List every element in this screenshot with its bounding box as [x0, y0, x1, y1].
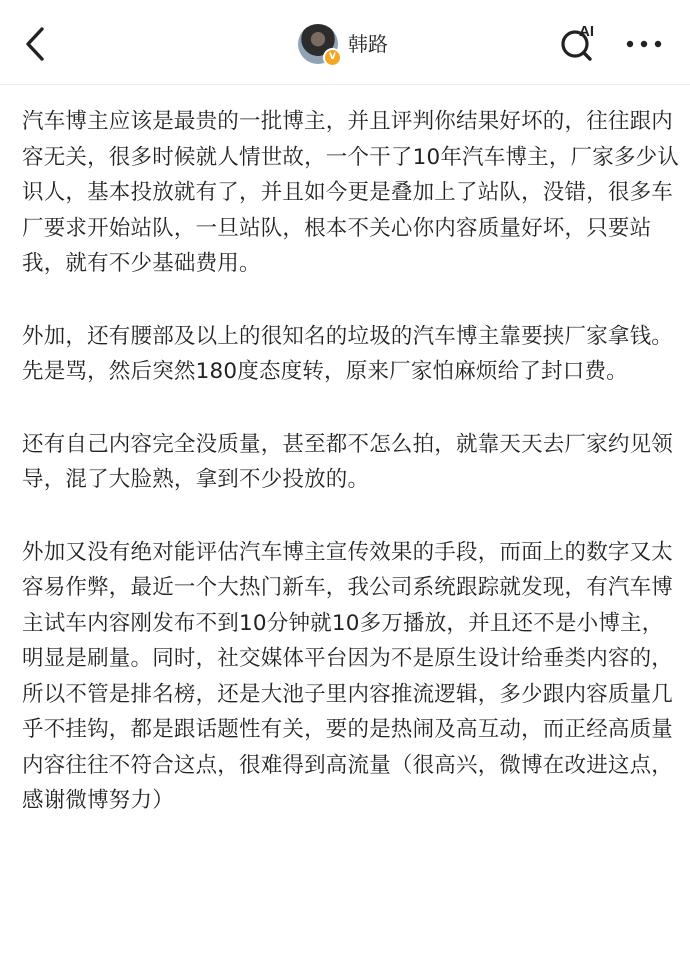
top-navigation-bar — [0, 0, 690, 86]
article-paragraph-4: 外加又没有绝对能评估汽车博主宣传效果的手段，而面上的数字又太容易作弊，最近一个大热门新车，我公司系统跟踪就发现，有汽车博主试车内容刚发布不到10分钟就10多万播放，并且还不是小博主，明显是刷量。同时，社交媒体平台因为不是原生设计给垂类内容的，所以不管是排名榜，还是大池子里内容推流逻辑，多少跟内容质量几乎不挂钩，都是跟话题性有关，要的是热闹及高互动，而正经高质量内容往往不符合这点，很难得到高流量（很高兴，微博在改进这点，感谢微博努力） — [22, 539, 674, 813]
author-info[interactable] — [298, 24, 388, 64]
avatar[interactable] — [298, 24, 338, 64]
article-body — [22, 104, 680, 856]
ai-label: AI — [579, 23, 594, 40]
chevron-left-icon — [14, 22, 58, 66]
header-divider — [0, 84, 690, 85]
more-options-button[interactable] — [622, 28, 666, 60]
more-dots-icon — [622, 28, 666, 60]
back-button[interactable] — [14, 22, 58, 66]
article-paragraph-2: 外加，还有腰部及以上的很知名的垃圾的汽车博主靠要挟厂家拿钱。先是骂，然后突然180度态度转，原来厂家怕麻烦给了封口费。 — [22, 323, 674, 384]
ai-search-button[interactable] — [558, 22, 604, 66]
author-name[interactable]: 韩路 — [348, 32, 388, 56]
article-paragraph-3: 还有自己内容完全没质量，甚至都不怎么拍，就靠天天去厂家约见领导，混了大脸熟，拿到不少投放的。 — [22, 431, 674, 492]
article-paragraph-1: 汽车博主应该是最贵的一批博主，并且评判你结果好坏的，往往跟内容无关，很多时候就人情世故，一个干了10年汽车博主，厂家多少认识人，基本投放就有了，并且如今更是叠加上了站队，没错，很多车厂要求开始站队，一旦站队，根本不关心你内容质量好坏，只要站我，就有不少基础费用。 — [22, 109, 680, 276]
verified-badge-icon: V — [323, 48, 342, 67]
